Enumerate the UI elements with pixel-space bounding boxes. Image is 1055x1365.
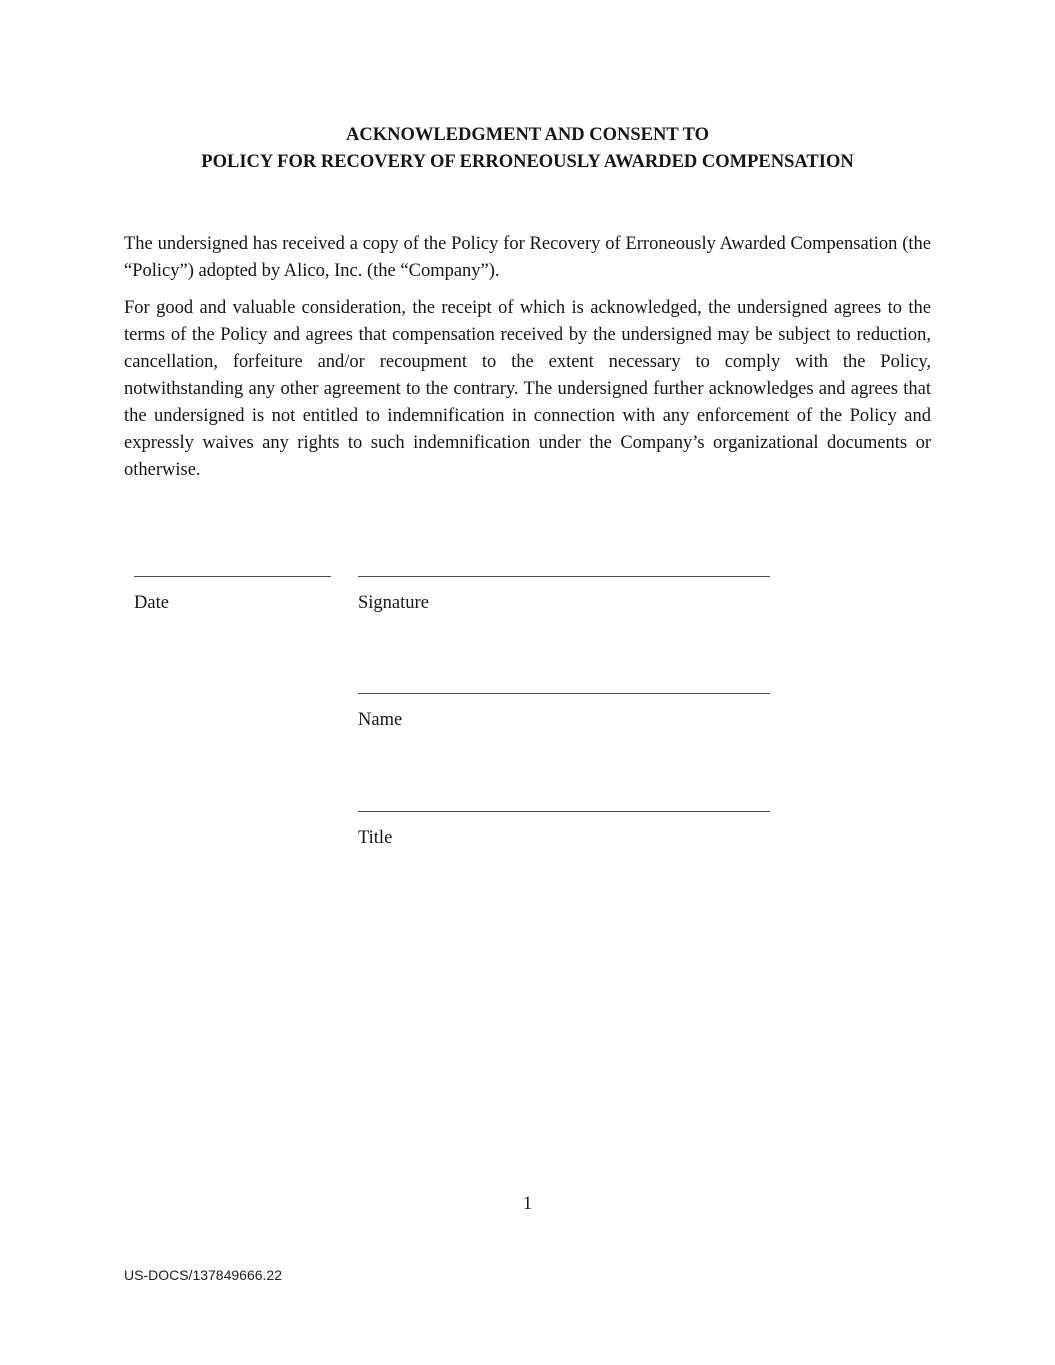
document-title-line-1: ACKNOWLEDGMENT AND CONSENT TO	[345, 125, 710, 145]
body-paragraph-1: The undersigned has received a copy of the Policy for Recovery of Erroneously Awarded Compensation (the “Policy”) adopted by Alico, Inc. (the “Company”).	[124, 233, 931, 281]
document-title	[0, 122, 1055, 176]
signature-label: Signature	[358, 593, 429, 613]
date-label: Date	[134, 593, 169, 613]
date-fill-line[interactable]	[134, 576, 331, 577]
name-fill-line[interactable]	[358, 693, 770, 694]
body-paragraph-2: For good and valuable consideration, the receipt of which is acknowledged, the undersigned agrees to the terms of the Policy and agrees that compensation received by the undersigned may be subject to reduction, cancellation, forfeiture and/or recoupment to the extent necessary to comply with the Policy, notwithstanding any other agreement to the contrary. The undersigned further acknowledges and agrees that the undersigned is not entitled to indemnification in connection with any enforcement of the Policy and expressly waives any rights to such indemnification under the Company’s organizational documents or otherwise.	[124, 297, 931, 480]
title-label: Title	[358, 828, 393, 848]
page-number: 1	[522, 1194, 533, 1214]
title-fill-line[interactable]	[358, 811, 770, 812]
document-title-line-2: POLICY FOR RECOVERY OF ERRONEOUSLY AWARDED COMPENSATION	[201, 152, 854, 172]
name-label: Name	[358, 710, 403, 730]
footer-document-id: US-DOCS/137849666.22	[124, 1267, 282, 1283]
signature-fill-line[interactable]	[358, 576, 770, 577]
